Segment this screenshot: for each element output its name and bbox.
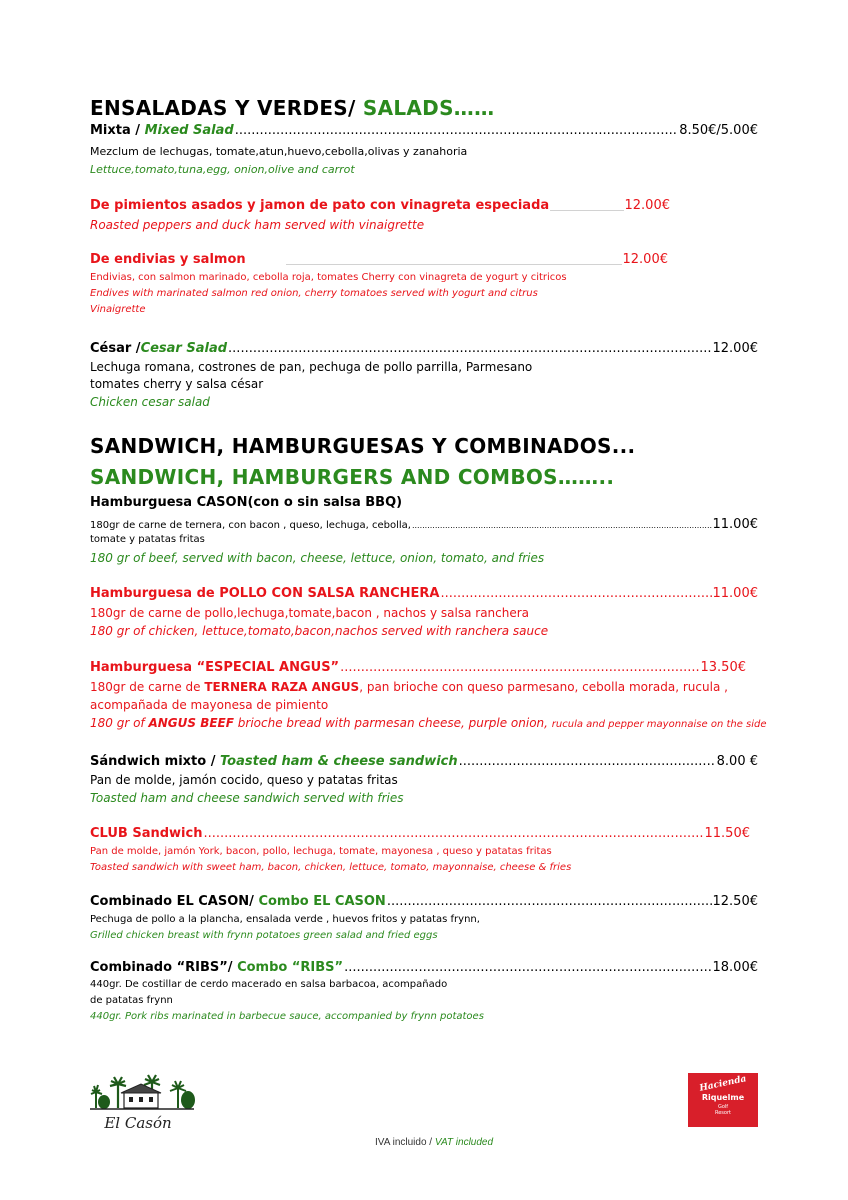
pimientos-price: 12.00€ (624, 198, 670, 213)
item-mixta (90, 123, 758, 138)
vat-es: IVA incluido / (375, 1137, 435, 1148)
ribs-name-es: Combinado “RIBS”/ (90, 960, 238, 975)
endivias-desc-en-2: Vinaigrette (90, 304, 146, 315)
item-pimientos (90, 198, 670, 213)
item-pollo (90, 586, 758, 601)
leader-dots (344, 960, 711, 975)
pollo-price: 11.00€ (712, 586, 758, 601)
endivias-desc-es: Endivias, con salmon marinado, cebolla roja, tomates Cherry con vinagreta de yogurt y citricos (90, 272, 567, 283)
endivias-price: 12.00€ (622, 252, 668, 267)
mixto-desc-es: Pan de molde, jamón cocido, queso y patatas fritas (90, 773, 398, 787)
cason-desc-en: 180 gr of beef, served with bacon, cheese, lettuce, onion, tomato, and fries (90, 551, 545, 565)
leader-dots (459, 754, 716, 769)
leader-dots (440, 586, 711, 601)
club-desc-en: Toasted sandwich with sweet ham, bacon, chicken, lettuce, tomato, mayonnaise, cheese & fries (90, 862, 572, 873)
angus-desc-en (90, 716, 767, 730)
mixta-name-en: Mixed Salad (144, 123, 234, 138)
cason-desc-es-2: tomate y patatas fritas (90, 534, 205, 545)
el-cason-logo-graphic (88, 1070, 196, 1112)
cesar-price: 12.00€ (712, 341, 758, 356)
ribs-desc-en: 440gr. Pork ribs marinated in barbecue sauce, accompanied by frynn potatoes (90, 1011, 484, 1022)
club-price: 11.50€ (704, 826, 750, 841)
mixta-desc-en: Lettuce,tomato,tuna,egg, onion,olive and carrot (90, 163, 355, 176)
item-club (90, 826, 750, 841)
ribs-desc-es-1: 440gr. De costillar de cerdo macerado en salsa barbacoa, acompañado (90, 979, 448, 990)
cason-price: 11.00€ (712, 517, 758, 532)
angus-desc-en-b: ANGUS BEEF (148, 716, 234, 730)
combinado-price: 12.50€ (712, 894, 758, 909)
el-cason-logo-text: El Casón (104, 1114, 172, 1132)
mixto-price: 8.00 € (716, 754, 758, 769)
club-desc-es: Pan de molde, jamón York, bacon, pollo, lechuga, tomate, mayonesa , queso y patatas fritas (90, 846, 552, 857)
pimientos-desc-en: Roasted peppers and duck ham served with vinaigrette (90, 218, 425, 232)
club-name: CLUB Sandwich (90, 826, 203, 841)
angus-desc-en-a: 180 gr of (90, 716, 149, 730)
cesar-name-es: César / (90, 341, 141, 356)
mixto-desc-en: Toasted ham and cheese sandwich served with fries (90, 791, 404, 805)
logo-hacienda: Hacienda (698, 1074, 748, 1094)
item-cason-row (90, 517, 758, 532)
pollo-name: Hamburguesa de POLLO CON SALSA RANCHERA (90, 586, 440, 601)
vat-en: VAT included (434, 1137, 494, 1148)
mixta-desc-es: Mezclum de lechugas, tomate,atun,huevo,cebolla,olivas y zanahoria (90, 145, 468, 158)
salads-heading-es: ENSALADAS Y VERDES/ (90, 96, 363, 120)
salads-heading (90, 96, 494, 120)
pollo-desc-en: 180 gr of chicken, lettuce,tomato,bacon,nachos served with ranchera sauce (90, 624, 549, 638)
hacienda-riquelme-logo (688, 1073, 758, 1127)
angus-desc-es-1 (90, 680, 728, 694)
leader-dots (340, 660, 699, 675)
angus-desc-es-c: , pan brioche con queso parmesano, cebolla morada, rucula , (359, 680, 728, 694)
item-mixto (90, 754, 758, 769)
ribs-name-en: Combo “RIBS” (237, 960, 344, 975)
leader-dots (203, 826, 703, 841)
leader-dots (235, 123, 679, 138)
angus-desc-es-a: 180gr de carne de (90, 680, 205, 694)
endivias-name: De endivias y salmon (90, 252, 246, 267)
angus-name: Hamburguesa “ESPECIAL ANGUS” (90, 660, 340, 675)
mixto-name-es: Sándwich mixto / (90, 754, 220, 769)
ribs-price: 18.00€ (712, 960, 758, 975)
leader-line (286, 252, 622, 267)
mixto-name-en: Toasted ham & cheese sandwich (219, 754, 458, 769)
angus-desc-es-2: acompañada de mayonesa de pimiento (90, 698, 329, 712)
item-endivias (90, 252, 668, 267)
angus-desc-en-c: brioche bread with parmesan cheese, purple onion, (233, 716, 552, 730)
sandwiches-heading-es: SANDWICH, HAMBURGUESAS Y COMBINADOS... (90, 434, 636, 458)
item-combinado (90, 894, 758, 909)
item-ribs (90, 960, 758, 975)
logo-golf: Golf (717, 1104, 729, 1110)
cesar-name-en: Cesar Salad (140, 341, 228, 356)
cesar-desc-en: Chicken cesar salad (90, 395, 210, 409)
salads-heading-en: SALADS…… (362, 96, 495, 120)
combinado-name-en: Combo EL CASON (258, 894, 386, 909)
logo-resort: Resort (714, 1110, 731, 1116)
combinado-desc-en: Grilled chicken breast with frynn potatoes green salad and fried eggs (90, 930, 438, 941)
cesar-desc-es-2: tomates cherry y salsa césar (90, 377, 264, 391)
cason-desc-es-1: 180gr de carne de ternera, con bacon , queso, lechuga, cebolla, (90, 520, 411, 531)
angus-desc-en-d: rucula and pepper mayonnaise on the side (551, 719, 767, 730)
cason-name: Hamburguesa CASON(con o sin salsa BBQ) (90, 495, 403, 510)
leader-dots (412, 521, 712, 530)
vat-note (375, 1137, 493, 1148)
mixta-price: 8.50€/5.00€ (679, 123, 758, 138)
pimientos-name: De pimientos asados y jamon de pato con vinagreta especiada (90, 198, 550, 213)
combinado-desc-es: Pechuga de pollo a la plancha, ensalada verde , huevos fritos y patatas frynn, (90, 914, 480, 925)
angus-desc-es-b: TERNERA RAZA ANGUS (204, 680, 360, 694)
el-cason-logo (88, 1070, 196, 1130)
endivias-desc-en-1: Endives with marinated salmon red onion, cherry tomatoes served with yogurt and citrus (90, 288, 538, 299)
logo-riquelme: Riquelme (701, 1093, 745, 1102)
mixta-name-es: Mixta / (90, 123, 145, 138)
leader-dots (387, 894, 712, 909)
ribs-desc-es-2: de patatas frynn (90, 995, 173, 1006)
leader-line (550, 198, 623, 213)
item-cesar (90, 341, 758, 356)
sandwiches-heading-en: SANDWICH, HAMBURGERS AND COMBOS…….. (90, 465, 615, 489)
cesar-desc-es-1: Lechuga romana, costrones de pan, pechuga de pollo parrilla, Parmesano (90, 360, 533, 374)
pollo-desc-es: 180gr de carne de pollo,lechuga,tomate,bacon , nachos y salsa ranchera (90, 606, 530, 620)
item-angus (90, 660, 746, 675)
leader-dots (228, 341, 711, 356)
combinado-name-es: Combinado EL CASON/ (90, 894, 259, 909)
angus-price: 13.50€ (700, 660, 746, 675)
